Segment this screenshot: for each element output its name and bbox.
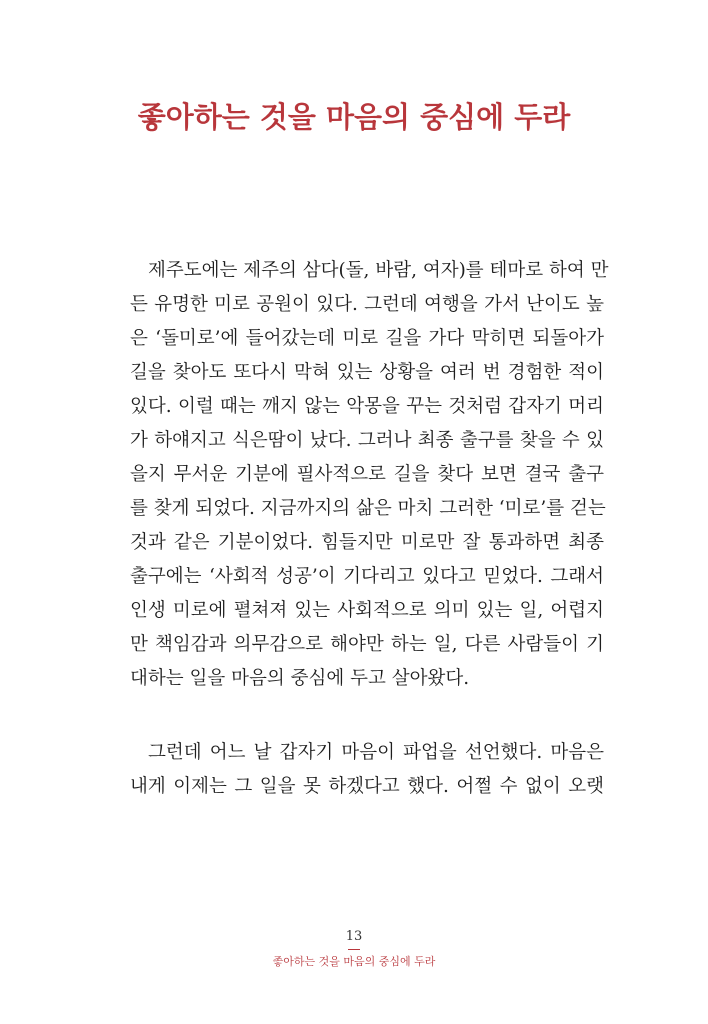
paragraph-2 [130,736,604,804]
text-line: 것과 같은 기분이었다. 힘들지만 미로만 잘 통과하면 최종 [130,532,604,553]
text-line: 를 찾게 되었다. 지금까지의 삶은 마치 그러한 ‘미로’를 걷는 [130,498,606,519]
text-line: 을지 무서운 기분에 필사적으로 길을 찾다 보면 결국 출구 [130,464,604,485]
footer-divider [348,949,360,950]
text-line: 출구에는 ‘사회적 성공’이 기다리고 있다고 믿었다. 그래서 [130,566,604,587]
text-line: 대하는 일을 마음의 중심에 두고 살아왔다. [130,668,470,689]
text-line: 제주도에는 제주의 삼다(돌, 바람, 여자)를 테마로 하여 만 [148,260,609,281]
text-line: 있다. 이럴 때는 깨지 않는 악몽을 꾸는 것처럼 갑자기 머리 [130,396,604,417]
text-line: 든 유명한 미로 공원이 있다. 그런데 여행을 가서 난이도 높 [130,294,604,315]
text-line: 만 책임감과 의무감으로 해야만 하는 일, 다른 사람들이 기 [130,634,604,655]
text-line: 내게 이제는 그 일을 못 하겠다고 했다. 어쩔 수 없이 오랫 [130,776,604,797]
page-number: 13 [345,929,363,944]
text-line: 은 ‘돌미로’에 들어갔는데 미로 길을 가다 막히면 되돌아가 [130,328,604,349]
text-line: 그런데 어느 날 갑자기 마음이 파업을 선언했다. 마음은 [148,742,604,763]
paragraph-1 [130,254,609,696]
chapter-title: 좋아하는 것을 마음의 중심에 두라 [137,100,571,134]
running-title: 좋아하는 것을 마음의 중심에 두라 [272,955,436,968]
text-line: 가 하얘지고 식은땀이 났다. 그러나 최종 출구를 찾을 수 있 [130,430,604,451]
text-line: 인생 미로에 펼쳐져 있는 사회적으로 의미 있는 일, 어렵지 [130,600,604,621]
page-footer [0,928,708,970]
text-line: 길을 찾아도 또다시 막혀 있는 상황을 여러 번 경험한 적이 [130,362,604,383]
body-text [130,254,609,804]
